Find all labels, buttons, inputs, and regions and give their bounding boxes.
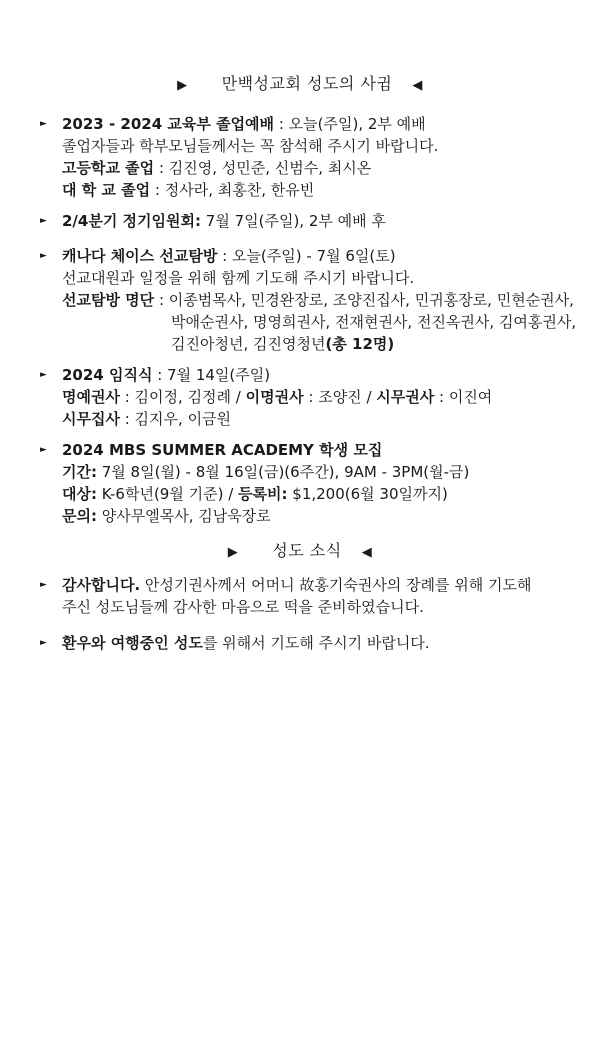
announcements-title: 만백성교회 성도의 사귐 bbox=[221, 74, 393, 93]
mission-detail: : 오늘(주일) - 7월 6일(토) bbox=[217, 247, 396, 265]
triangle-left-icon: ◀ bbox=[361, 545, 373, 560]
renamed-elder-names: : 조양진 / bbox=[303, 388, 377, 406]
academy-fee: $1,200(6월 30일까지) bbox=[287, 485, 448, 503]
graduation-title: 2023 - 2024 교육부 졸업예배 bbox=[62, 115, 275, 133]
ordination-title: 2024 임직식 bbox=[62, 366, 153, 384]
mission-roster-line1: : 이종범목사, 민경완장로, 조양진집사, 민귀홍장로, 민현순권사, bbox=[154, 291, 574, 309]
serving-elder-label: 시무권사 bbox=[376, 388, 435, 406]
bullet-icon: ► bbox=[40, 580, 47, 590]
mission-roster-line3: 김진아청년, 김진영청년 bbox=[171, 335, 326, 353]
mission-roster-line2: 박애순권사, 명영희권사, 전재현권사, 전진옥권사, 김여홍권사, bbox=[171, 313, 577, 331]
honorary-elder-label: 명예권사 bbox=[62, 388, 120, 406]
thanks-line2: 주신 성도님들께 감사한 마음으로 떡을 준비하였습니다. bbox=[62, 598, 424, 616]
deacon-label: 시무집사 bbox=[62, 410, 120, 428]
academy-period: 7월 8일(월) - 8월 16일(금)(6주간), 9AM - 3PM(월-금) bbox=[96, 463, 470, 481]
univ-grad-names: : 정사라, 최홍찬, 한유빈 bbox=[154, 181, 315, 199]
univ-grad-label: 대 학 교 졸업 bbox=[62, 181, 151, 199]
serving-elder-names: : 이진여 bbox=[434, 388, 493, 406]
mission-roster-label: 선교탐방 명단 bbox=[62, 291, 155, 309]
renamed-elder-label: 이명권사 bbox=[245, 388, 304, 406]
honorary-elder-names: : 김이정, 김정례 / bbox=[119, 388, 246, 406]
hs-grad-names: : 김진영, 성민준, 신범수, 최시온 bbox=[158, 159, 372, 177]
announcement-committee bbox=[40, 210, 580, 232]
graduation-detail: : 오늘(주일), 2부 예배 bbox=[278, 115, 426, 133]
bullet-icon: ► bbox=[40, 216, 47, 226]
mission-note: 선교대원과 일정을 위해 함께 기도해 주시기 바랍니다. bbox=[62, 269, 415, 287]
announcement-academy bbox=[40, 439, 580, 527]
academy-period-label: 기간: bbox=[62, 463, 97, 481]
thanks-title: 감사합니다. bbox=[62, 576, 141, 594]
news-thanks bbox=[40, 574, 580, 618]
academy-target: K-6학년(9월 기준) / bbox=[96, 485, 239, 503]
prayer-rest: 를 위해서 기도해 주시기 바랍니다. bbox=[202, 634, 430, 652]
thanks-line1: 안성기권사께서 어머니 故홍기숙권사의 장례를 위해 기도해 bbox=[140, 576, 532, 594]
announcements-header bbox=[0, 73, 600, 97]
news-header bbox=[0, 540, 600, 564]
announcement-mission bbox=[40, 245, 580, 355]
news-title: 성도 소식 bbox=[272, 541, 342, 560]
bullet-icon: ► bbox=[40, 445, 47, 455]
mission-roster-total: (총 12명) bbox=[325, 335, 395, 353]
hs-grad-label: 고등학교 졸업 bbox=[62, 159, 155, 177]
bullet-icon: ► bbox=[40, 638, 47, 648]
prayer-title: 환우와 여행중인 성도 bbox=[62, 634, 203, 652]
triangle-right-icon: ▶ bbox=[227, 545, 239, 560]
academy-title: 2024 MBS SUMMER ACADEMY 학생 모집 bbox=[62, 441, 383, 459]
bullet-icon: ► bbox=[40, 251, 47, 261]
triangle-left-icon: ◀ bbox=[412, 78, 423, 93]
announcement-graduation bbox=[40, 113, 580, 201]
academy-contact-label: 문의: bbox=[62, 507, 97, 525]
announcement-ordination bbox=[40, 364, 580, 430]
mission-title: 캐나다 체이스 선교탐방 bbox=[62, 247, 218, 265]
academy-fee-label: 등록비: bbox=[238, 485, 288, 503]
academy-target-label: 대상: bbox=[62, 485, 97, 503]
committee-title: 2/4분기 정기임원회: bbox=[62, 212, 202, 230]
deacon-names: : 김지우, 이금원 bbox=[119, 410, 232, 428]
committee-detail: 7월 7일(주일), 2부 예배 후 bbox=[201, 212, 386, 230]
ordination-detail: : 7월 14일(주일) bbox=[152, 366, 271, 384]
graduation-note: 졸업자들과 학부모님들께서는 꼭 참석해 주시기 바랍니다. bbox=[62, 137, 439, 155]
bullet-icon: ► bbox=[40, 370, 47, 380]
academy-contact: 양사무엘목사, 김남욱장로 bbox=[96, 507, 271, 525]
triangle-right-icon: ▶ bbox=[177, 78, 188, 93]
bullet-icon: ► bbox=[40, 119, 47, 129]
news-prayer bbox=[40, 632, 580, 654]
